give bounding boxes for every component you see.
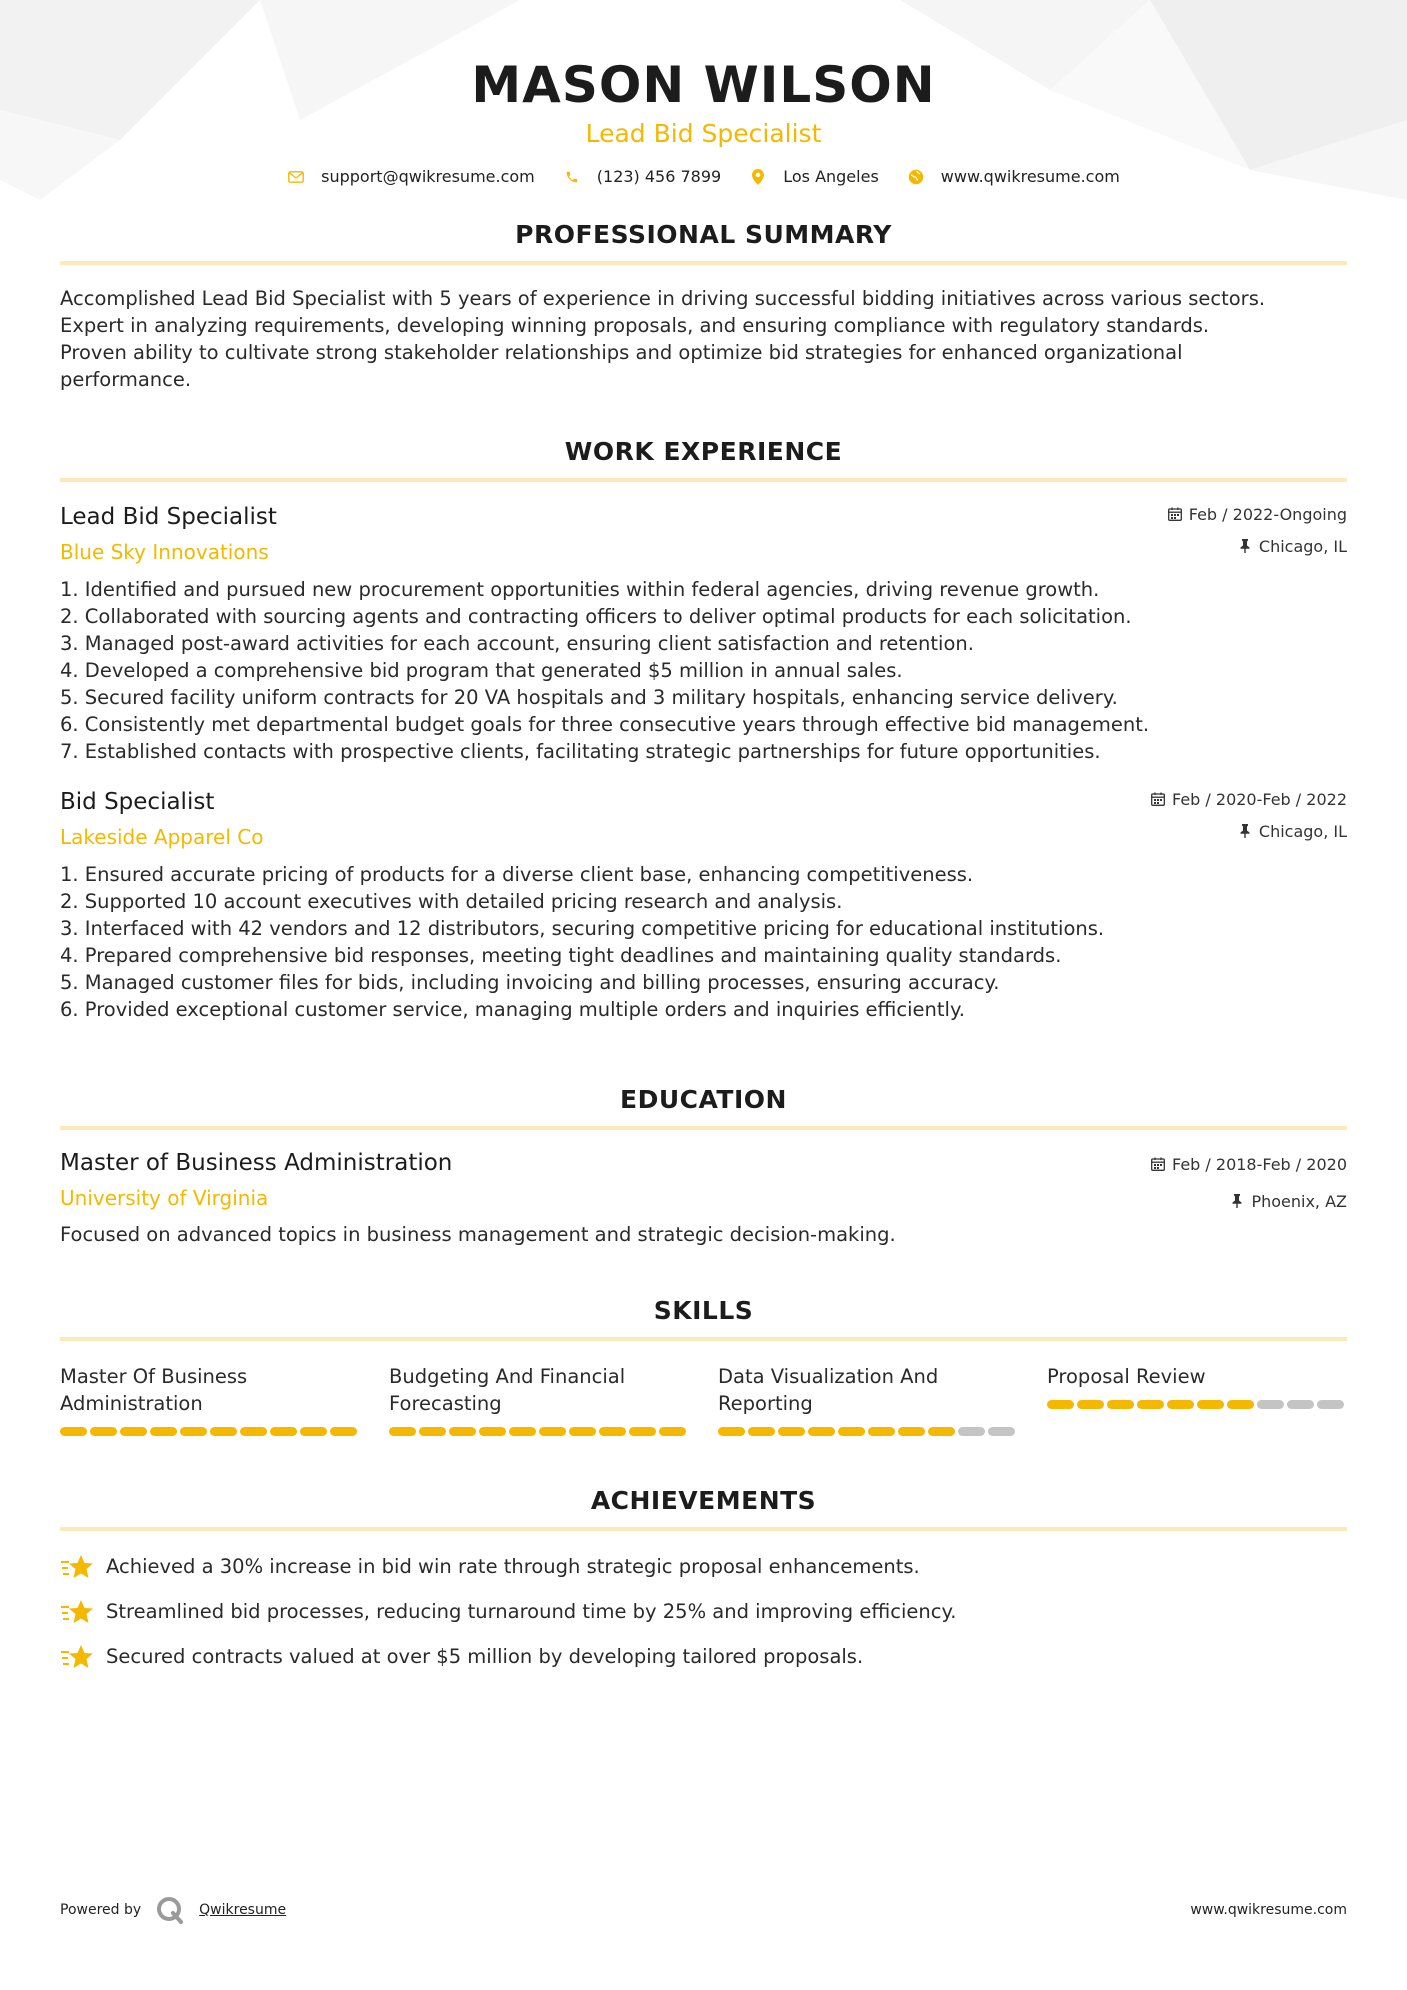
skill-level-segment-filled [1107, 1400, 1134, 1409]
candidate-name: MASON WILSON [471, 56, 936, 114]
star-icon [60, 1597, 94, 1627]
skill-level-segment-filled [449, 1427, 476, 1436]
skills-list [60, 1363, 1347, 1436]
achievement-text: Secured contracts valued at over $5 million by developing tailored proposals. [106, 1645, 864, 1668]
skill-level-segment-filled [150, 1427, 177, 1436]
skill-level-segment-filled [60, 1427, 87, 1436]
summary-line: Accomplished Lead Bid Specialist with 5 years of experience in driving successful bidding initiatives across various sectors. [60, 287, 1266, 310]
pushpin-icon [1229, 1193, 1245, 1209]
list-item: 2. Collaborated with sourcing agents and contracting officers to deliver optimal products for each solicitation. [60, 605, 1132, 628]
job-entry [60, 504, 1347, 765]
job-company: Blue Sky Innovations [60, 540, 269, 564]
list-item: 4. Prepared comprehensive bid responses, meeting tight deadlines and maintaining quality standards. [60, 944, 1062, 967]
education-date: Feb / 2018-Feb / 2020 [1172, 1154, 1347, 1174]
list-item: 1. Identified and pursued new procurement opportunities within federal agencies, driving revenue growth. [60, 578, 1100, 601]
star-icon [60, 1552, 94, 1582]
summary-text [60, 285, 1347, 393]
contact-phone[interactable] [563, 167, 721, 186]
skill-level-bar [389, 1427, 689, 1436]
skill-level-segment-filled [838, 1427, 865, 1436]
phone-icon [563, 168, 581, 186]
skill-level-segment-filled [210, 1427, 237, 1436]
skill-level-segment-filled [1137, 1400, 1164, 1409]
list-item: 4. Developed a comprehensive bid program that generated $5 million in annual sales. [60, 659, 903, 682]
contact-bar [60, 167, 1347, 186]
education-heading: EDUCATION [60, 1085, 1347, 1130]
skill-level-segment-filled [778, 1427, 805, 1436]
job-date: Feb / 2022-Ongoing [1188, 504, 1347, 524]
skill-item [389, 1363, 689, 1436]
education-description: Focused on advanced topics in business management and strategic decision-making. [60, 1223, 896, 1246]
skill-level-segment-empty [1257, 1400, 1284, 1409]
skill-name-line: Budgeting And Financial [389, 1365, 626, 1388]
skill-level-bar [60, 1427, 360, 1436]
job-title: Lead Bid Specialist [60, 504, 277, 530]
achievements-heading: ACHIEVEMENTS [60, 1486, 1347, 1531]
map-pin-icon [749, 168, 767, 186]
list-item: 5. Secured facility uniform contracts for 20 VA hospitals and 3 military hospitals, enhancing service delivery. [60, 686, 1118, 709]
skill-level-segment-filled [718, 1427, 745, 1436]
achievement-text: Streamlined bid processes, reducing turnaround time by 25% and improving efficiency. [106, 1600, 957, 1623]
pushpin-icon [1237, 538, 1253, 554]
skill-level-segment-filled [539, 1427, 566, 1436]
achievement-text: Achieved a 30% increase in bid win rate through strategic proposal enhancements. [106, 1555, 920, 1578]
skill-name [389, 1363, 689, 1417]
achievement-item [60, 1643, 1347, 1670]
job-company: Lakeside Apparel Co [60, 825, 264, 849]
brand-link[interactable]: Qwikresume [199, 1902, 287, 1918]
skill-level-segment-filled [180, 1427, 207, 1436]
list-item: 7. Established contacts with prospective clients, facilitating strategic partnerships for future opportunities. [60, 740, 1101, 763]
skill-level-segment-filled [928, 1427, 955, 1436]
summary-line: Expert in analyzing requirements, developing winning proposals, and ensuring compliance with regulatory standards. [60, 314, 1210, 337]
skill-level-segment-filled [748, 1427, 775, 1436]
summary-heading: PROFESSIONAL SUMMARY [60, 220, 1347, 265]
summary-line: Proven ability to cultivate strong stakeholder relationships and optimize bid strategies for enhanced organizational [60, 341, 1183, 364]
skill-level-segment-filled [330, 1427, 357, 1436]
skill-name-line: Administration [60, 1392, 203, 1415]
skill-level-segment-empty [1287, 1400, 1314, 1409]
skill-level-segment-filled [120, 1427, 147, 1436]
skill-level-segment-filled [868, 1427, 895, 1436]
skill-level-segment-filled [240, 1427, 267, 1436]
skill-level-bar [718, 1427, 1018, 1436]
achievement-item [60, 1598, 1347, 1625]
list-item: 2. Supported 10 account executives with detailed pricing research and analysis. [60, 890, 843, 913]
skill-level-segment-empty [988, 1427, 1015, 1436]
list-item: 3. Managed post-award activities for each account, ensuring client satisfaction and retention. [60, 632, 974, 655]
footer-website[interactable]: www.qwikresume.com [1190, 1902, 1347, 1918]
powered-by [60, 1895, 286, 1925]
list-item: 1. Ensured accurate pricing of products for a diverse client base, enhancing competitiveness. [60, 863, 974, 886]
achievements-section [60, 1486, 1347, 1670]
candidate-role: Lead Bid Specialist [585, 119, 822, 148]
summary-line: performance. [60, 368, 192, 391]
skill-level-segment-filled [300, 1427, 327, 1436]
location-text: Los Angeles [783, 167, 879, 186]
skill-name-line: Forecasting [389, 1392, 502, 1415]
star-icon [60, 1642, 94, 1672]
page-footer [60, 1895, 1347, 1925]
list-item: 6. Consistently met departmental budget goals for three consecutive years through effective bid management. [60, 713, 1150, 736]
skills-heading: SKILLS [60, 1296, 1347, 1341]
qwikresume-logo-icon [155, 1895, 185, 1925]
skill-level-segment-filled [808, 1427, 835, 1436]
skill-level-segment-empty [1317, 1400, 1344, 1409]
job-date: Feb / 2020-Feb / 2022 [1172, 789, 1347, 809]
education-location: Phoenix, AZ [1251, 1191, 1347, 1211]
skill-level-segment-filled [629, 1427, 656, 1436]
job-location: Chicago, IL [1258, 536, 1347, 556]
contact-website[interactable] [907, 167, 1120, 186]
skill-level-segment-filled [569, 1427, 596, 1436]
skill-level-segment-filled [659, 1427, 686, 1436]
skill-name-line: Data Visualization And [718, 1365, 939, 1388]
job-entry [60, 789, 1347, 1023]
calendar-icon [1167, 506, 1183, 522]
skill-name-line: Master Of Business [60, 1365, 248, 1388]
contact-location [749, 167, 879, 186]
education-entry [60, 1150, 1347, 1248]
experience-heading: WORK EXPERIENCE [60, 437, 1347, 482]
skill-name-line: Proposal Review [1047, 1365, 1206, 1388]
skill-level-bar [1047, 1400, 1347, 1409]
skill-item [718, 1363, 1018, 1436]
job-title: Bid Specialist [60, 789, 215, 815]
calendar-icon [1150, 1156, 1166, 1172]
job-bullets [60, 861, 1347, 1023]
list-item: 6. Provided exceptional customer service, managing multiple orders and inquiries efficiently. [60, 998, 965, 1021]
skill-level-segment-filled [479, 1427, 506, 1436]
skill-level-segment-filled [599, 1427, 626, 1436]
skill-level-segment-filled [1077, 1400, 1104, 1409]
skill-level-segment-filled [90, 1427, 117, 1436]
skill-level-segment-empty [958, 1427, 985, 1436]
achievements-list [60, 1553, 1347, 1670]
education-section [60, 1085, 1347, 1248]
job-bullets [60, 576, 1347, 765]
skill-level-segment-filled [419, 1427, 446, 1436]
experience-section [60, 437, 1347, 1023]
skill-name [60, 1363, 360, 1417]
envelope-icon [287, 168, 305, 186]
globe-icon [907, 168, 925, 186]
skill-item [60, 1363, 360, 1436]
website-text: www.qwikresume.com [940, 167, 1120, 186]
skill-name [718, 1363, 1018, 1417]
resume-header [60, 0, 1347, 186]
skills-section [60, 1296, 1347, 1436]
skill-item [1047, 1363, 1347, 1436]
skill-level-segment-filled [1167, 1400, 1194, 1409]
skill-name [1047, 1363, 1347, 1390]
list-item: 5. Managed customer files for bids, including invoicing and billing processes, ensuring accuracy. [60, 971, 1000, 994]
pushpin-icon [1237, 823, 1253, 839]
phone-text: (123) 456 7899 [596, 167, 722, 186]
skill-level-segment-filled [1227, 1400, 1254, 1409]
skill-level-segment-filled [1047, 1400, 1074, 1409]
skill-level-segment-filled [509, 1427, 536, 1436]
skill-level-segment-filled [270, 1427, 297, 1436]
powered-by-label: Powered by [60, 1902, 142, 1918]
skill-name-line: Reporting [718, 1392, 813, 1415]
list-item: 3. Interfaced with 42 vendors and 12 distributors, securing competitive pricing for educational institutions. [60, 917, 1105, 940]
school-name: University of Virginia [60, 1186, 269, 1210]
degree-title: Master of Business Administration [60, 1150, 453, 1176]
job-location: Chicago, IL [1258, 821, 1347, 841]
skill-level-segment-filled [1197, 1400, 1224, 1409]
skill-level-segment-filled [898, 1427, 925, 1436]
summary-section [60, 220, 1347, 393]
calendar-icon [1150, 791, 1166, 807]
contact-email[interactable] [287, 167, 535, 186]
achievement-item [60, 1553, 1347, 1580]
skill-level-segment-filled [389, 1427, 416, 1436]
email-text: support@qwikresume.com [321, 167, 535, 186]
